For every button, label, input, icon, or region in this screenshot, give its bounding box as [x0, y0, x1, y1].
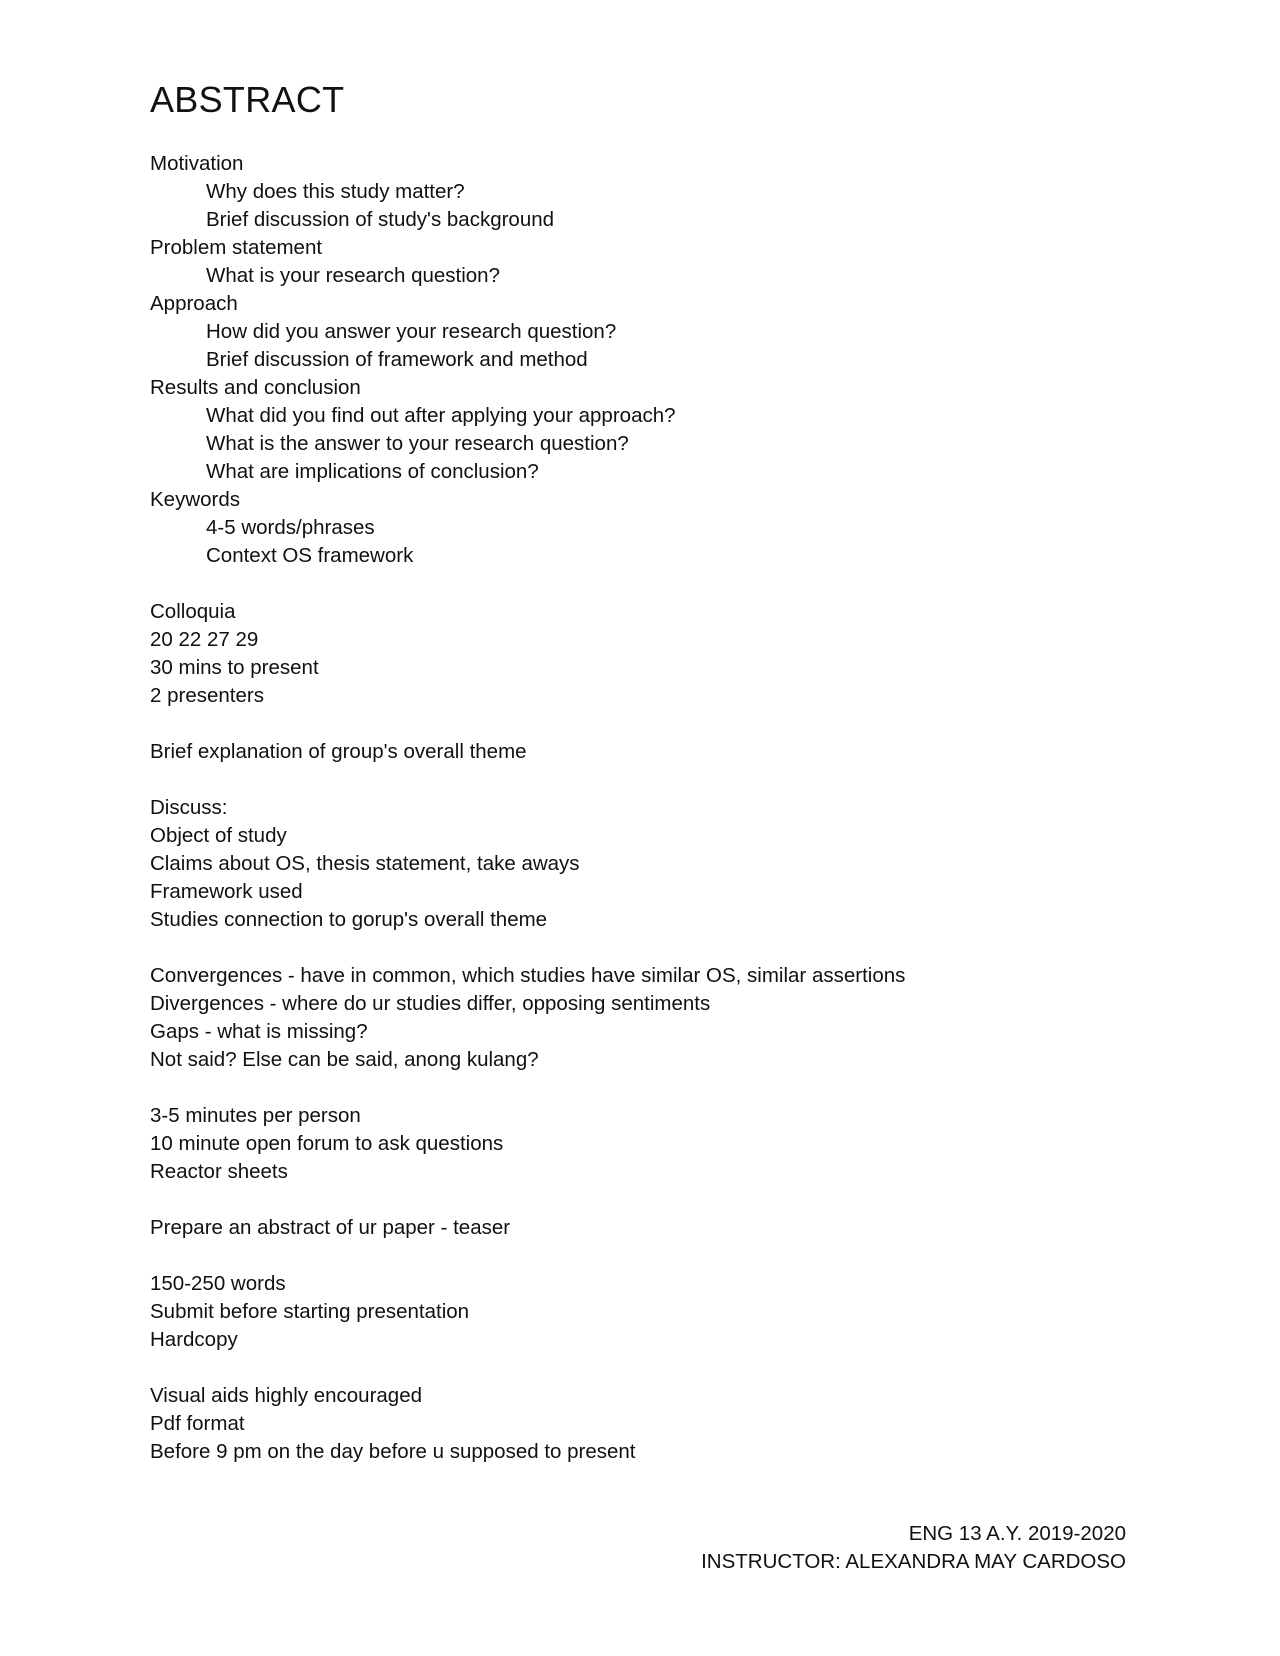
discuss-section [150, 794, 1150, 934]
visual-aids-section [150, 1382, 1150, 1466]
visual-aids-item: Pdf format [150, 1412, 245, 1435]
outline-item: Brief discussion of framework and method [206, 348, 588, 371]
submission-item: 150-250 words [150, 1272, 286, 1295]
colloquia-section [150, 598, 1150, 710]
submission-item: Hardcopy [150, 1328, 238, 1351]
spacer [150, 1354, 1150, 1382]
outline-item: What is your research question? [206, 264, 500, 287]
not-said-line: Not said? Else can be said, anong kulang? [150, 1048, 539, 1071]
outline-heading-results: Results and conclusion [150, 376, 361, 399]
discuss-item: Framework used [150, 880, 303, 903]
discuss-item: Claims about OS, thesis statement, take aways [150, 852, 580, 875]
discuss-heading: Discuss: [150, 796, 228, 819]
colloquia-dates: 20 22 27 29 [150, 628, 259, 651]
divergences-line: Divergences - where do ur studies differ, opposing sentiments [150, 992, 711, 1015]
document-body [150, 150, 1150, 1466]
page-title: ABSTRACT [150, 79, 345, 120]
spacer [150, 710, 1150, 738]
outline-item: 4-5 words/phrases [206, 516, 375, 539]
outline-item: What are implications of conclusion? [206, 460, 539, 483]
document-footer [701, 1520, 1126, 1576]
abstract-note-section [150, 1214, 1150, 1242]
spacer [150, 766, 1150, 794]
instructor-label: INSTRUCTOR: ALEXANDRA MAY CARDOSO [701, 1550, 1126, 1573]
spacer [150, 1186, 1150, 1214]
spacer [150, 934, 1150, 962]
outline-heading-keywords: Keywords [150, 488, 241, 511]
timing-section [150, 1102, 1150, 1186]
course-label: ENG 13 A.Y. 2019-2020 [908, 1522, 1126, 1545]
colloquia-presenters: 2 presenters [150, 684, 264, 707]
outline-item: Context OS framework [206, 544, 414, 567]
discuss-item: Studies connection to gorup's overall theme [150, 908, 548, 931]
colloquia-heading: Colloquia [150, 600, 236, 623]
synthesis-section [150, 962, 1150, 1074]
colloquia-duration: 30 mins to present [150, 656, 319, 679]
outline-item: Brief discussion of study's background [206, 208, 555, 231]
outline-heading-motivation: Motivation [150, 152, 244, 175]
abstract-outline [150, 150, 1150, 570]
theme-section [150, 738, 1150, 766]
abstract-note-line: Prepare an abstract of ur paper - teaser [150, 1216, 511, 1239]
submission-item: Submit before starting presentation [150, 1300, 470, 1323]
gaps-line: Gaps - what is missing? [150, 1020, 368, 1043]
spacer [150, 1242, 1150, 1270]
visual-aids-item: Before 9 pm on the day before u supposed to present [150, 1440, 636, 1463]
outline-heading-problem-statement: Problem statement [150, 236, 323, 259]
submission-section [150, 1270, 1150, 1354]
theme-line: Brief explanation of group's overall theme [150, 740, 527, 763]
visual-aids-item: Visual aids highly encouraged [150, 1384, 423, 1407]
timing-item: Reactor sheets [150, 1160, 288, 1183]
outline-item: How did you answer your research question? [206, 320, 617, 343]
discuss-item: Object of study [150, 824, 287, 847]
outline-heading-approach: Approach [150, 292, 238, 315]
outline-item: What is the answer to your research question? [206, 432, 629, 455]
spacer [150, 1074, 1150, 1102]
convergences-line: Convergences - have in common, which studies have similar OS, similar assertions [150, 964, 906, 987]
timing-item: 10 minute open forum to ask questions [150, 1132, 504, 1155]
outline-item: What did you find out after applying your approach? [206, 404, 676, 427]
outline-item: Why does this study matter? [206, 180, 465, 203]
spacer [150, 570, 1150, 598]
timing-item: 3-5 minutes per person [150, 1104, 361, 1127]
